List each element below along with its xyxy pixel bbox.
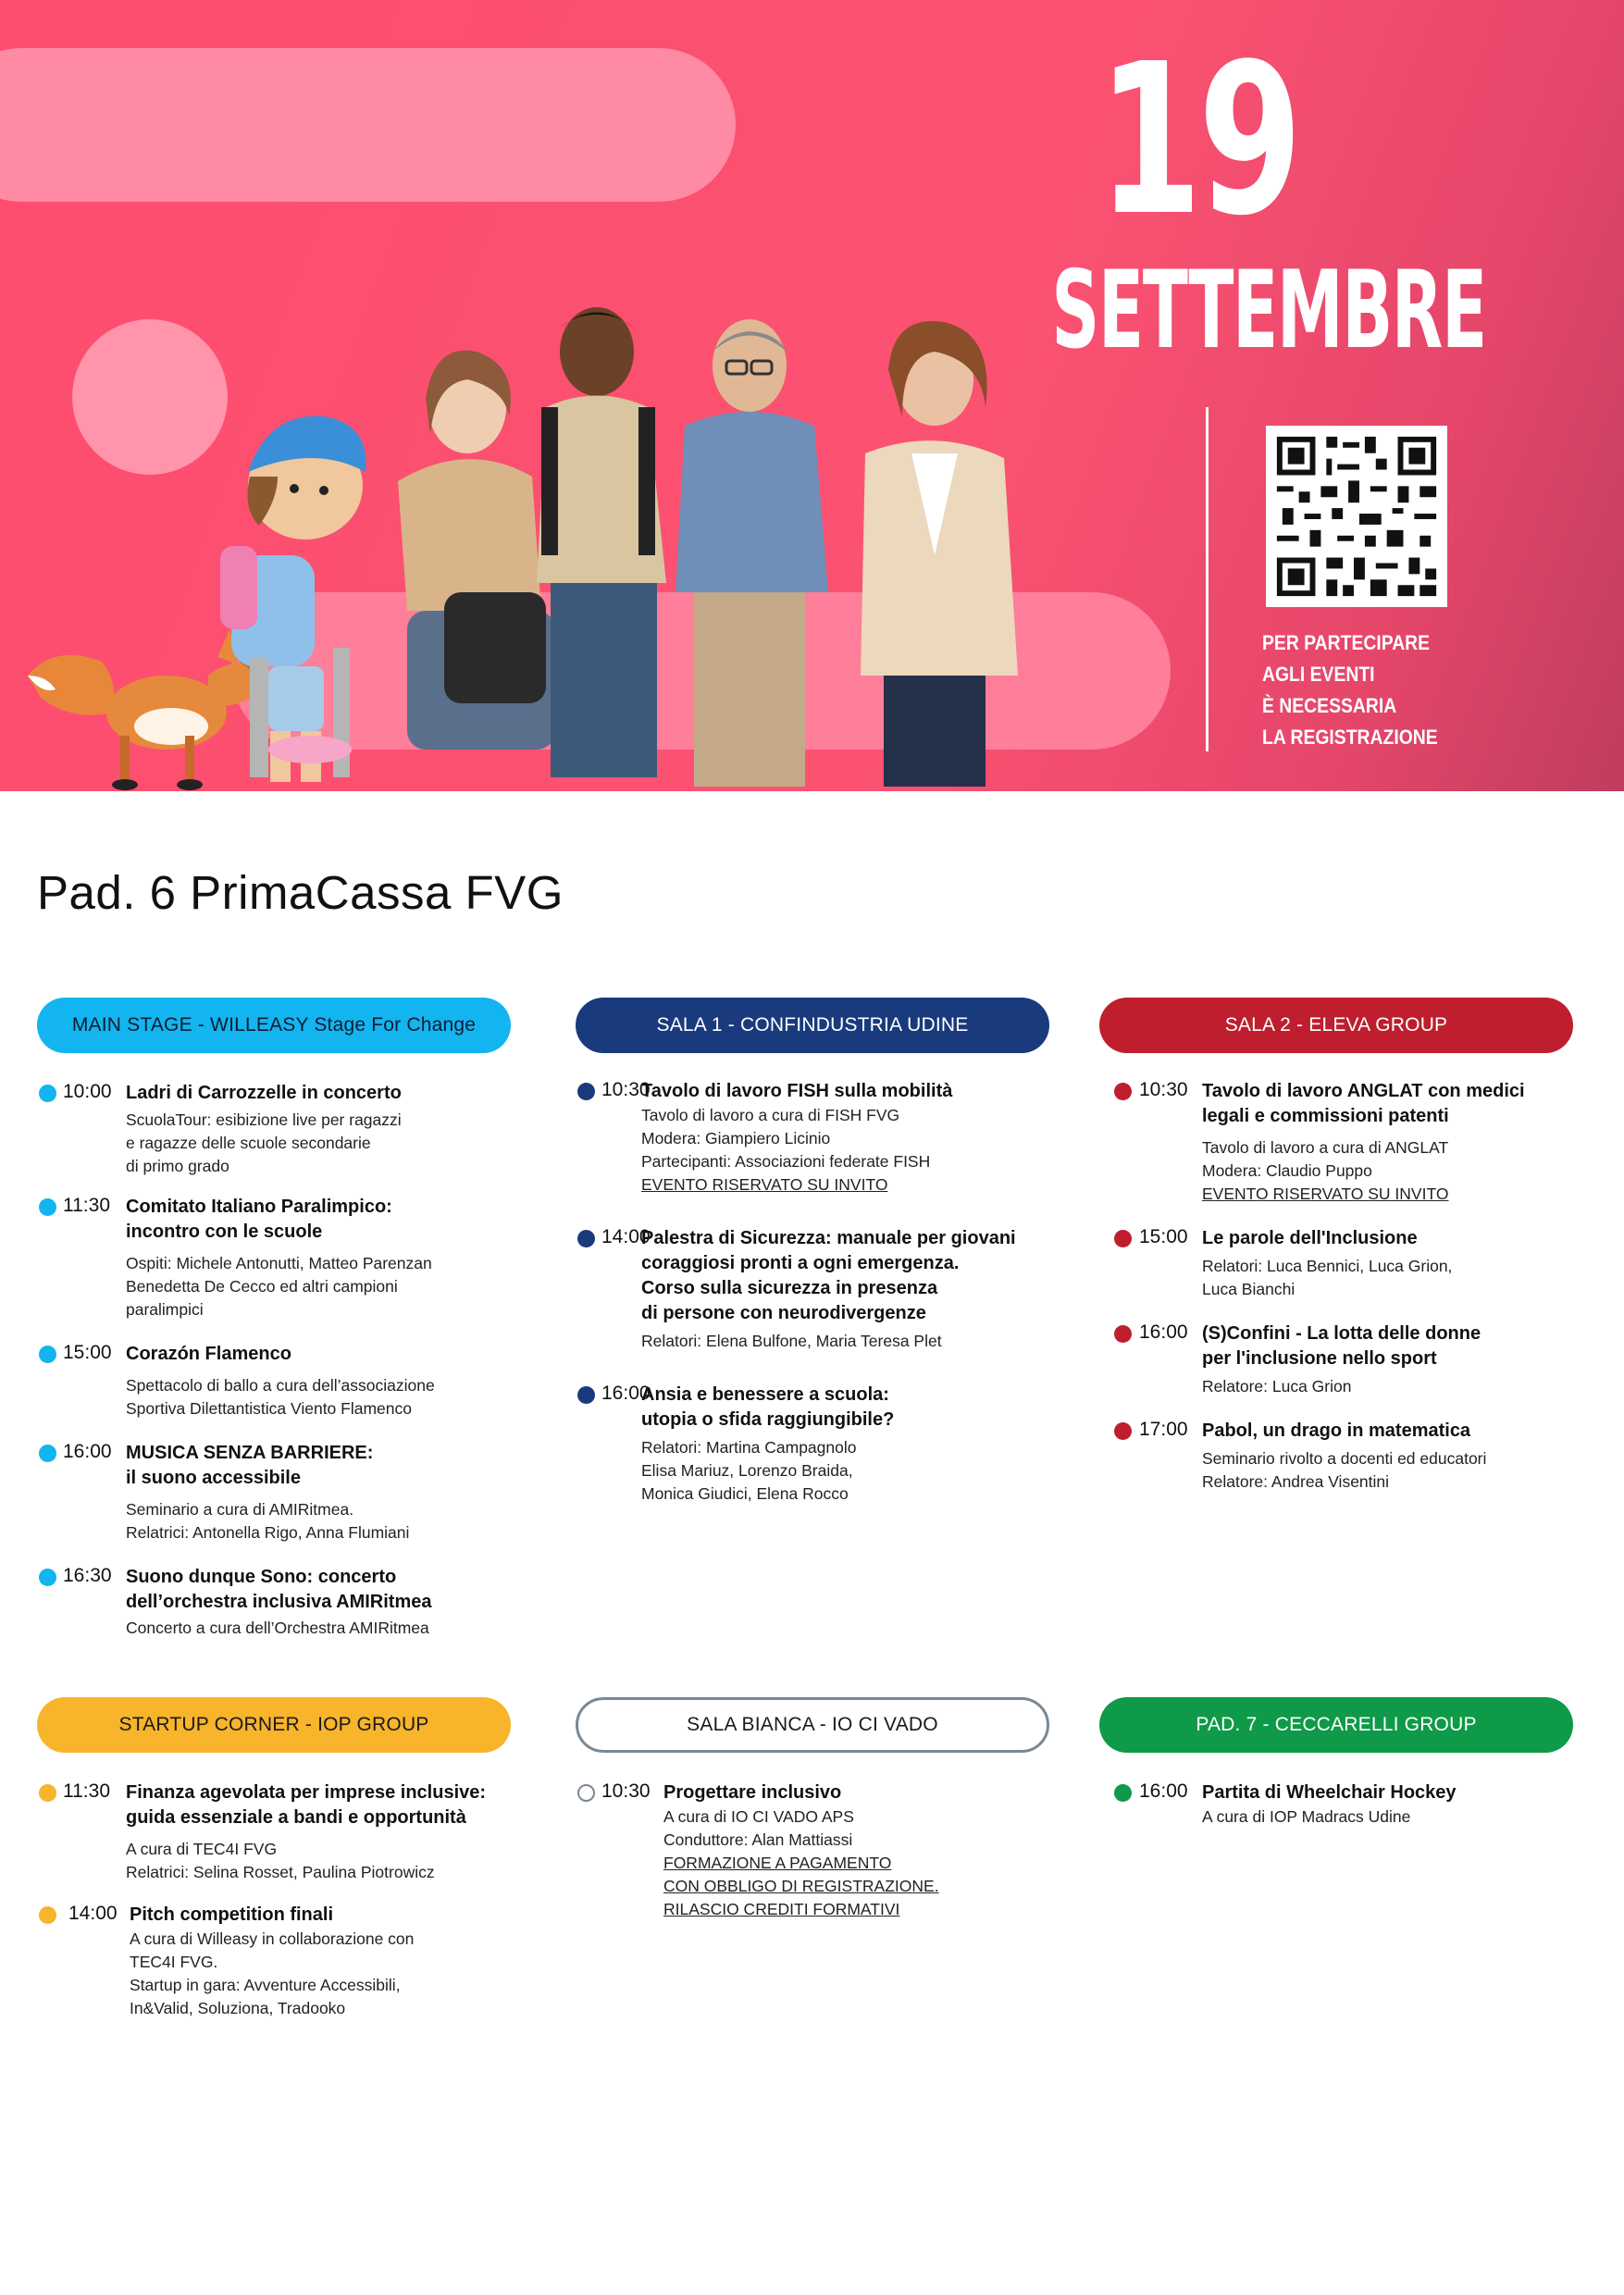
event-time: 11:30 xyxy=(63,1780,110,1802)
person-woman-blazer-icon xyxy=(861,321,1018,787)
event-detail: Concerto a cura dell’Orchestra AMIRitmea xyxy=(126,1619,429,1637)
event-title: Partita di Wheelchair Hockey xyxy=(1202,1782,1457,1803)
event-detail: Seminario a cura di AMIRitmea. xyxy=(126,1500,354,1519)
event-title: il suono accessibile xyxy=(126,1468,301,1488)
bullet-dot-icon xyxy=(577,1230,595,1247)
event-detail: Relatori: Elena Bulfone, Maria Teresa Plet xyxy=(641,1332,942,1350)
event-item xyxy=(576,1226,1049,1353)
fox-mascot-icon xyxy=(28,629,264,790)
event-detail: di primo grado xyxy=(126,1157,229,1175)
event-item xyxy=(37,1780,511,1884)
event-title: Progettare inclusivo xyxy=(663,1782,842,1803)
event-detail: Benedetta De Cecco ed altri campioni xyxy=(126,1277,398,1296)
section-header: SALA 2 - ELEVA GROUP xyxy=(1099,998,1573,1053)
invite-only-link[interactable]: EVENTO RISERVATO SU INVITO xyxy=(641,1175,888,1194)
event-detail: Seminario rivolto a docenti ed educatori xyxy=(1202,1449,1487,1468)
event-item xyxy=(37,1565,511,1640)
bullet-dot-icon xyxy=(39,1569,56,1586)
event-item xyxy=(576,1383,1049,1506)
child-mascot-icon xyxy=(220,416,366,782)
event-time: 16:00 xyxy=(1139,1780,1188,1802)
event-detail: Relatrici: Antonella Rigo, Anna Flumiani xyxy=(126,1523,410,1542)
bullet-dot-icon xyxy=(39,1906,56,1924)
hero-banner xyxy=(0,0,1624,791)
event-month: SETTEMBRE xyxy=(1051,248,1486,373)
bullet-dot-icon xyxy=(1114,1325,1132,1343)
event-detail: Startup in gara: Avventure Accessibili, xyxy=(130,1976,401,1994)
event-title: MUSICA SENZA BARRIERE: xyxy=(126,1443,374,1463)
bullet-dot-icon xyxy=(1114,1083,1132,1100)
event-detail: Relatori: Luca Bennici, Luca Grion, xyxy=(1202,1257,1453,1275)
bullet-dot-icon xyxy=(1114,1230,1132,1247)
event-title: Pabol, un drago in matematica xyxy=(1202,1420,1471,1441)
bullet-dot-icon xyxy=(39,1085,56,1102)
event-detail: e ragazze delle scuole secondarie xyxy=(126,1134,371,1152)
event-time: 15:00 xyxy=(63,1342,112,1363)
event-title: legali e commissioni patenti xyxy=(1202,1106,1449,1126)
bullet-dot-icon xyxy=(39,1346,56,1363)
section-sala-bianca xyxy=(576,1697,1049,1921)
event-time: 15:00 xyxy=(1139,1226,1188,1247)
event-item xyxy=(1099,1780,1573,1829)
event-time: 10:30 xyxy=(1139,1079,1188,1100)
event-detail: A cura di IO CI VADO APS xyxy=(663,1807,854,1826)
event-detail: Ospiti: Michele Antonutti, Matteo Parenzan xyxy=(126,1254,432,1272)
event-title: Finanza agevolata per imprese inclusive: xyxy=(126,1782,487,1803)
bullet-dot-icon xyxy=(577,1784,595,1802)
section-pad-7 xyxy=(1099,1697,1573,1829)
person-man-glasses-icon xyxy=(676,319,828,787)
paid-training-link[interactable]: FORMAZIONE A PAGAMENTO xyxy=(663,1854,892,1872)
event-title: Suono dunque Sono: concerto xyxy=(126,1567,397,1587)
event-item xyxy=(1099,1226,1573,1301)
event-detail: paralimpici xyxy=(126,1300,204,1319)
event-detail: Elisa Mariuz, Lorenzo Braida, xyxy=(641,1461,853,1480)
bullet-dot-icon xyxy=(39,1445,56,1462)
event-title: Comitato Italiano Paralimpico: xyxy=(126,1197,392,1217)
event-title: Tavolo di lavoro ANGLAT con medici xyxy=(1202,1081,1525,1101)
event-item xyxy=(576,1780,1049,1921)
event-item xyxy=(37,1441,511,1544)
section-header: STARTUP CORNER - IOP GROUP xyxy=(37,1697,511,1753)
person-young-man-icon xyxy=(537,307,666,777)
page-title: Pad. 6 PrimaCassa FVG xyxy=(37,866,564,919)
event-title: Le parole dell'Inclusione xyxy=(1202,1228,1418,1248)
event-detail: Relatore: Luca Grion xyxy=(1202,1377,1352,1396)
event-item xyxy=(1099,1321,1573,1398)
section-header: PAD. 7 - CECCARELLI GROUP xyxy=(1099,1697,1573,1753)
event-time: 10:00 xyxy=(63,1081,112,1102)
event-title: Pitch competition finali xyxy=(130,1904,334,1925)
hero-photo-illustration xyxy=(0,278,1064,791)
invite-only-link[interactable]: EVENTO RISERVATO SU INVITO xyxy=(1202,1185,1449,1203)
event-detail: Tavolo di lavoro a cura di FISH FVG xyxy=(641,1106,900,1124)
bullet-dot-icon xyxy=(577,1386,595,1404)
event-time: 11:30 xyxy=(63,1195,110,1216)
event-item xyxy=(37,1342,511,1420)
event-detail: ScuolaTour: esibizione live per ragazzi xyxy=(126,1110,402,1129)
event-detail: Conduttore: Alan Mattiassi xyxy=(663,1830,853,1849)
qr-code-icon[interactable] xyxy=(1266,426,1447,607)
event-detail: Partecipanti: Associazioni federate FISH xyxy=(641,1152,931,1171)
event-detail: In&Valid, Soluziona, Tradooko xyxy=(130,1999,346,2017)
event-title: Ansia e benessere a scuola: xyxy=(641,1384,889,1405)
event-detail: Luca Bianchi xyxy=(1202,1280,1295,1298)
event-detail: A cura di TEC4I FVG xyxy=(126,1840,278,1858)
paid-training-link[interactable]: CON OBBLIGO DI REGISTRAZIONE. xyxy=(663,1877,939,1895)
event-time: 10:30 xyxy=(601,1780,651,1802)
event-item xyxy=(1099,1419,1573,1494)
event-detail: A cura di Willeasy in collaborazione con xyxy=(130,1929,415,1948)
event-title: per l'inclusione nello sport xyxy=(1202,1348,1437,1369)
hero-divider xyxy=(1206,407,1209,751)
event-time: 16:00 xyxy=(601,1383,651,1404)
event-title: (S)Confini - La lotta delle donne xyxy=(1202,1323,1481,1344)
section-sala-1 xyxy=(576,998,1049,1506)
event-item xyxy=(1099,1079,1573,1206)
event-detail: Relatore: Andrea Visentini xyxy=(1202,1472,1390,1491)
section-header: MAIN STAGE - WILLEASY Stage For Change xyxy=(37,998,511,1053)
event-time: 10:30 xyxy=(601,1079,651,1100)
bullet-dot-icon xyxy=(1114,1422,1132,1440)
event-title: Palestra di Sicurezza: manuale per giovani xyxy=(641,1228,1016,1248)
section-header: SALA BIANCA - IO CI VADO xyxy=(576,1697,1049,1753)
event-item xyxy=(37,1903,511,2020)
event-title: Corso sulla sicurezza in presenza xyxy=(641,1278,938,1298)
section-main-stage xyxy=(37,998,511,1640)
event-detail: Tavolo di lavoro a cura di ANGLAT xyxy=(1202,1138,1449,1157)
event-time: 17:00 xyxy=(1139,1419,1188,1440)
bullet-dot-icon xyxy=(1114,1784,1132,1802)
paid-training-link[interactable]: RILASCIO CREDITI FORMATIVI xyxy=(663,1900,900,1918)
event-detail: Modera: Giampiero Licinio xyxy=(641,1129,831,1148)
event-time: 16:00 xyxy=(1139,1321,1188,1343)
person-woman-seated-icon xyxy=(398,351,555,750)
event-time: 14:00 xyxy=(68,1903,118,1924)
event-detail: Relatori: Martina Campagnolo xyxy=(641,1438,857,1457)
registration-note: PER PARTECIPARE AGLI EVENTI È NECESSARIA LA REGISTRAZIONE xyxy=(1262,631,1438,749)
event-detail: Sportiva Dilettantistica Viento Flamenco xyxy=(126,1399,412,1418)
event-title: guida essenziale a bandi e opportunità xyxy=(126,1807,466,1828)
event-item xyxy=(37,1195,511,1321)
event-title: Corazón Flamenco xyxy=(126,1344,291,1364)
section-sala-2 xyxy=(1099,998,1573,1494)
event-time: 16:00 xyxy=(63,1441,112,1462)
event-title: Tavolo di lavoro FISH sulla mobilità xyxy=(641,1081,953,1101)
bullet-dot-icon xyxy=(39,1784,56,1802)
event-title: utopia o sfida raggiungibile? xyxy=(641,1409,895,1430)
event-item xyxy=(37,1081,511,1178)
event-detail: Spettacolo di ballo a cura dell’associazione xyxy=(126,1376,435,1395)
event-time: 14:00 xyxy=(601,1226,651,1247)
event-title: dell’orchestra inclusiva AMIRitmea xyxy=(126,1592,432,1612)
bullet-dot-icon xyxy=(39,1198,56,1216)
section-startup-corner xyxy=(37,1697,511,2020)
event-day: 19 xyxy=(1097,19,1299,262)
event-detail: Relatrici: Selina Rosset, Paulina Piotrowicz xyxy=(126,1863,435,1881)
event-item xyxy=(576,1079,1049,1197)
event-detail: Modera: Claudio Puppo xyxy=(1202,1161,1372,1180)
bullet-dot-icon xyxy=(577,1083,595,1100)
event-title: di persone con neurodivergenze xyxy=(641,1303,926,1323)
event-detail: TEC4I FVG. xyxy=(130,1953,218,1971)
section-header: SALA 1 - CONFINDUSTRIA UDINE xyxy=(576,998,1049,1053)
event-title: Ladri di Carrozzelle in concerto xyxy=(126,1083,402,1103)
event-time: 16:30 xyxy=(63,1565,112,1586)
event-title: incontro con le scuole xyxy=(126,1222,323,1242)
event-title: coraggiosi pronti a ogni emergenza. xyxy=(641,1253,960,1273)
event-detail: Monica Giudici, Elena Rocco xyxy=(641,1484,849,1503)
decorative-pill xyxy=(0,48,736,202)
event-detail: A cura di IOP Madracs Udine xyxy=(1202,1807,1411,1826)
